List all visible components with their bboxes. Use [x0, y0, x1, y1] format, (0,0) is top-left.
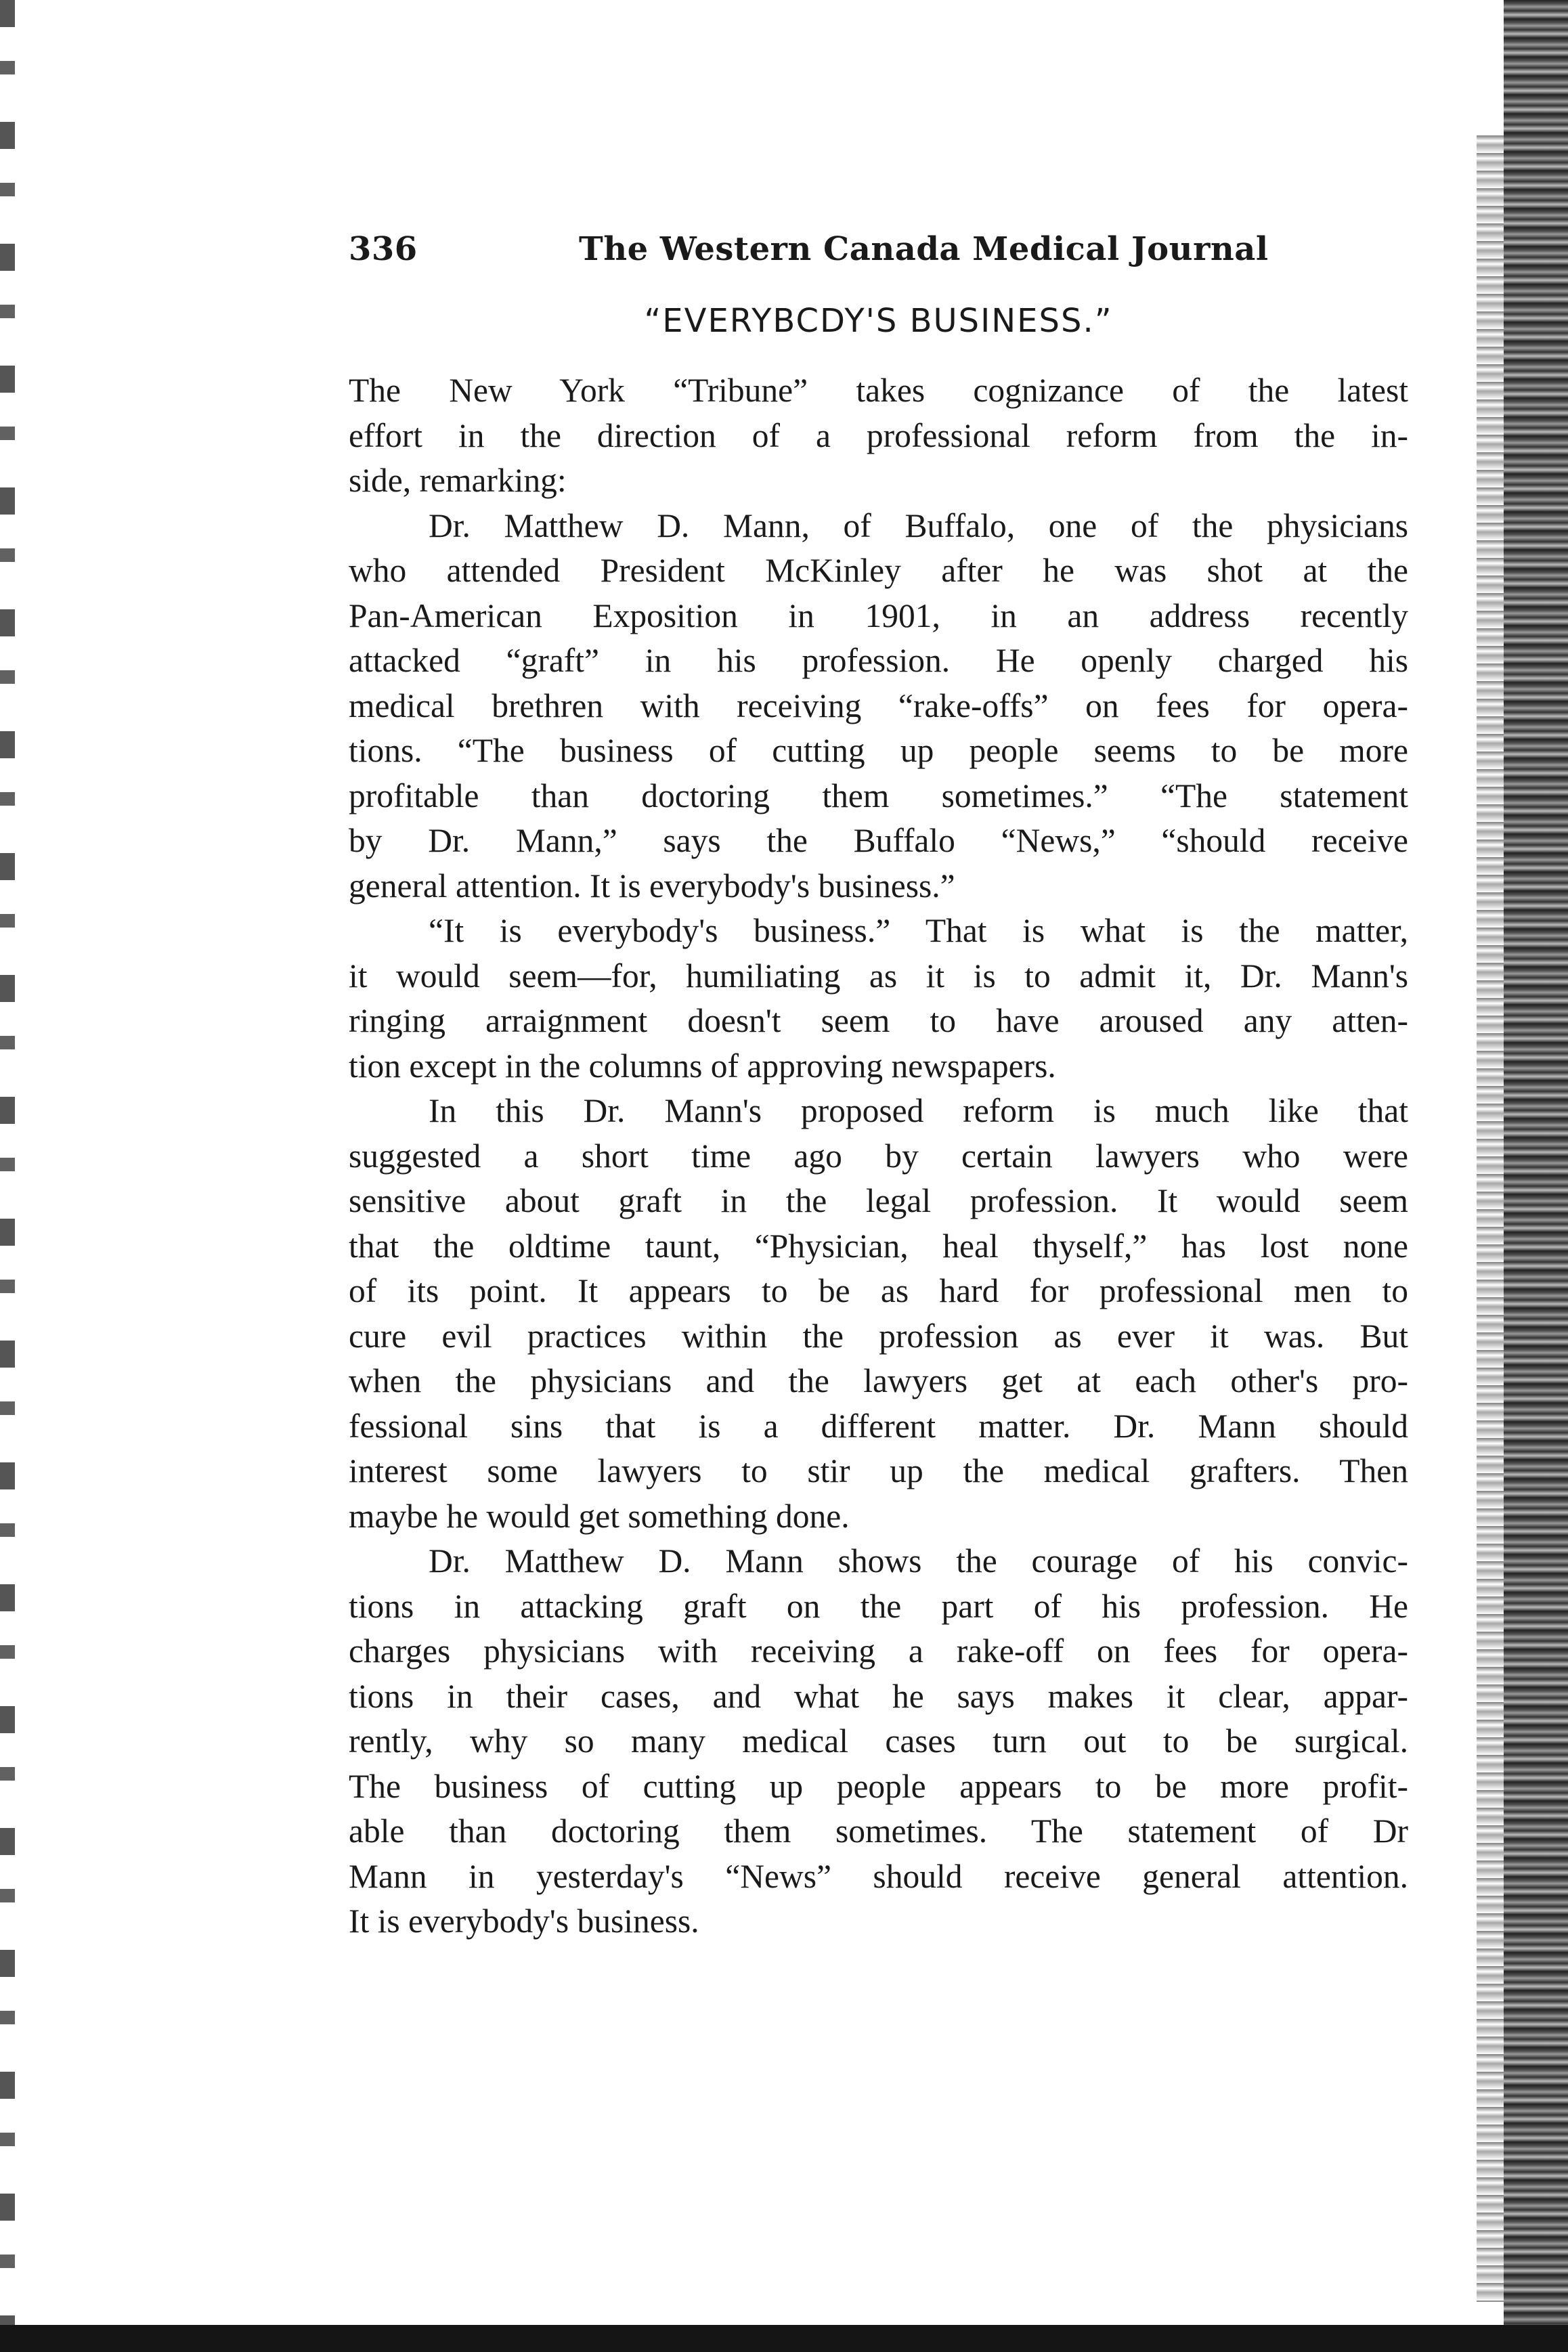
paragraph-line: general attention. It is everybody's business.”	[349, 867, 955, 905]
paragraph-line: “It is everybody's business.” That is what is the matter,	[429, 912, 1408, 949]
paragraph-line: medical brethren with receiving “rake-offs” on fees for opera-	[349, 687, 1408, 724]
paragraph	[349, 909, 1408, 1089]
paragraph-line: tions in attacking graft on the part of his profession. He	[349, 1587, 1408, 1625]
paragraph-line: It is everybody's business.	[349, 1902, 699, 1940]
paragraph-line: maybe he would get something done.	[349, 1497, 850, 1535]
paragraph	[349, 368, 1408, 504]
paragraph-line: profitable than doctoring them sometimes.” “The statement	[349, 777, 1408, 814]
paragraph-line: attacked “graft” in his profession. He openly charged his	[349, 642, 1408, 679]
running-header	[349, 230, 1408, 268]
paragraph-line: Dr. Matthew D. Mann, of Buffalo, one of the physicians	[429, 506, 1408, 544]
paragraph-line: The business of cutting up people appears to be more profit-	[349, 1767, 1408, 1805]
paragraph-line: Pan-American Exposition in 1901, in an address recently	[349, 596, 1408, 634]
paragraph-line: tions. “The business of cutting up people seems to be more	[349, 732, 1408, 769]
page-number: 336	[349, 230, 418, 268]
paragraph-line: of its point. It appears to be as hard for professional men to	[349, 1272, 1408, 1309]
paragraph	[349, 1539, 1408, 1944]
paragraph-line: ringing arraignment doesn't seem to have aroused any atten-	[349, 1002, 1408, 1039]
paragraph-line: that the oldtime taunt, “Physician, heal thyself,” has lost none	[349, 1227, 1408, 1265]
paragraph-line: sensitive about graft in the legal profession. It would seem	[349, 1182, 1408, 1219]
paragraph-line: rently, why so many medical cases turn out to be surgical.	[349, 1722, 1408, 1760]
journal-title: The Western Canada Medical Journal	[579, 230, 1269, 268]
scan-left-edge	[0, 0, 15, 2352]
paragraph-line: Mann in yesterday's “News” should receive general attention.	[349, 1857, 1408, 1895]
paragraph-line: Dr. Matthew D. Mann shows the courage of his convic-	[429, 1542, 1408, 1580]
paragraph-line: by Dr. Mann,” says the Buffalo “News,” “should receive	[349, 822, 1408, 859]
paragraph-line: when the physicians and the lawyers get at each other's pro-	[349, 1362, 1408, 1399]
paragraph-line: who attended President McKinley after he was shot at the	[349, 552, 1408, 589]
article-body	[349, 368, 1408, 1944]
scan-right-edge	[1504, 0, 1568, 2352]
paragraph-line: able than doctoring them sometimes. The statement of Dr	[349, 1812, 1408, 1850]
scan-right-shadow	[1477, 135, 1504, 2302]
paragraph-line: tions in their cases, and what he says makes it clear, appar-	[349, 1677, 1408, 1715]
paragraph-line: charges physicians with receiving a rake-off on fees for opera-	[349, 1632, 1408, 1670]
paragraph-line: interest some lawyers to stir up the medical grafters. Then	[349, 1452, 1408, 1489]
paragraph-line: it would seem—for, humiliating as it is to admit it, Dr. Mann's	[349, 957, 1408, 995]
paragraph-line: tion except in the columns of approving newspapers.	[349, 1047, 1056, 1085]
paragraph-line: The New York “Tribune” takes cognizance of the latest	[349, 372, 1408, 409]
paragraph-line: effort in the direction of a professional reform from the in-	[349, 416, 1408, 454]
paragraph-line: In this Dr. Mann's proposed reform is much like that	[429, 1092, 1408, 1129]
paragraph-line: side, remarking:	[349, 462, 567, 499]
paragraph	[349, 504, 1408, 909]
scan-bottom-edge	[0, 2325, 1568, 2352]
article-title: “EVERYBCDY'S BUSINESS.”	[644, 302, 1113, 340]
paragraph-line: fessional sins that is a different matter. Dr. Mann should	[349, 1407, 1408, 1445]
paragraph	[349, 1089, 1408, 1539]
journal-page	[349, 230, 1408, 1944]
paragraph-line: suggested a short time ago by certain lawyers who were	[349, 1137, 1408, 1175]
paragraph-line: cure evil practices within the profession as ever it was. But	[349, 1317, 1408, 1355]
